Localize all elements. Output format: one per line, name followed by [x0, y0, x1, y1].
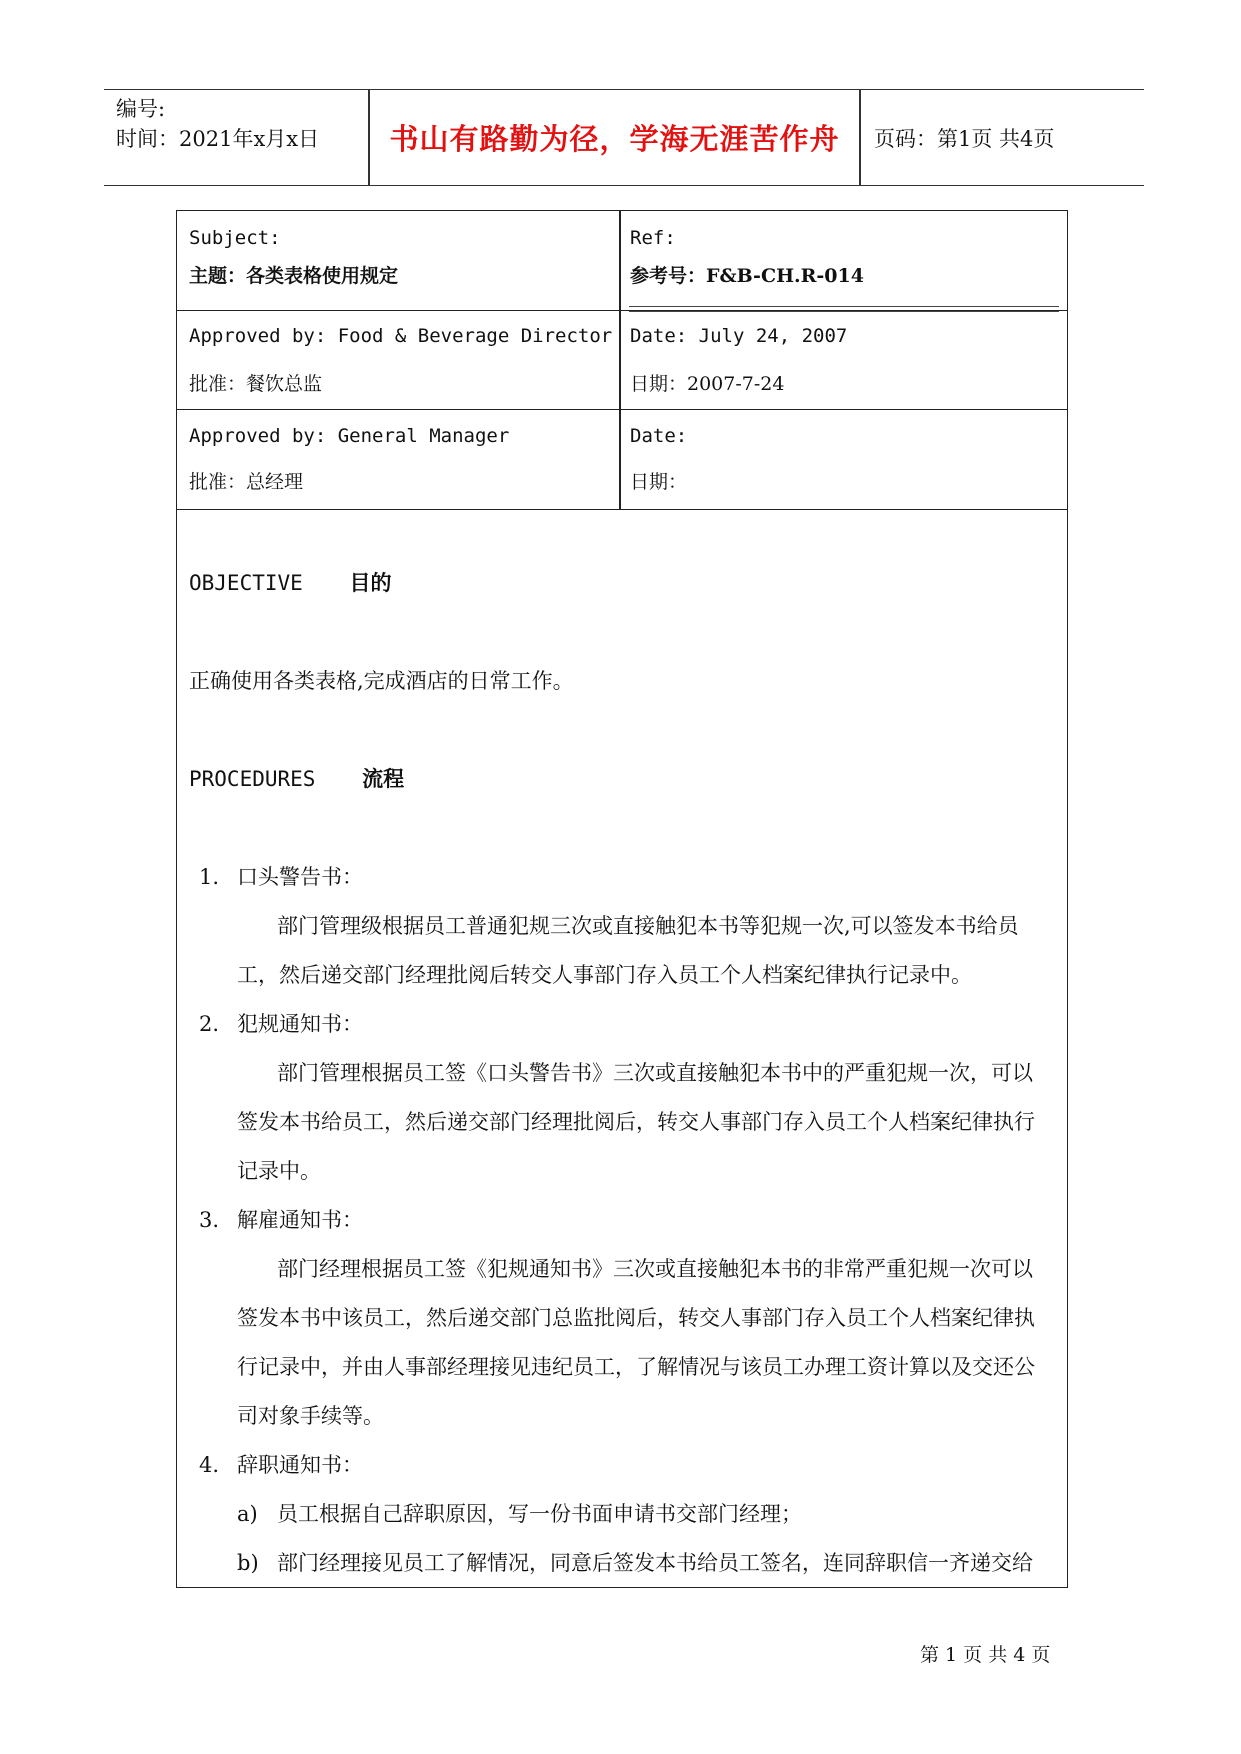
list-item-title: 犯规通知书： [237, 1012, 363, 1036]
date2-cn: 日期： [630, 471, 688, 493]
list-item-title: 辞职通知书： [237, 1453, 363, 1477]
subject-label-en: Subject: [189, 227, 281, 249]
objective-text: 正确使用各类表格,完成酒店的日常工作。 [189, 669, 574, 693]
ref-label-en: Ref: [630, 227, 676, 249]
objective-heading-cn: 目的 [349, 570, 392, 595]
subject-label-cn: 主题：各类表格使用规定 [189, 265, 399, 287]
list-item-text: 司对象手续等。 [237, 1404, 384, 1428]
header-number-label: 编号: [116, 97, 166, 121]
subject-row [177, 211, 1067, 311]
sub-list-item-text: 部门经理接见员工了解情况，同意后签发本书给员工签名，连同辞职信一齐递交给 [277, 1551, 1033, 1575]
approved-by-en: Approved by: Food & Beverage Director [189, 325, 613, 347]
list-item-number: 3. [199, 1208, 220, 1232]
list-item-text: 工，然后递交部门经理批阅后转交人事部门存入员工个人档案纪律执行记录中。 [237, 963, 972, 987]
date-en: Date: July 24, 2007 [630, 325, 848, 347]
sub-list-item-number: a) [237, 1502, 258, 1526]
list-item [199, 1206, 363, 1234]
list-item [199, 863, 363, 891]
page-header [104, 89, 1144, 186]
list-item-number: 4. [199, 1453, 220, 1477]
header-meta [116, 94, 319, 154]
header-page-info: 页码：第1页 共4页 [874, 126, 1055, 151]
ref-label-cn: 参考号：F&B-CH.R-014 [630, 265, 864, 287]
page-footer: 第 1 页 共 4 页 [920, 1644, 1051, 1666]
approved-by-cn: 批准：餐饮总监 [189, 373, 323, 395]
document-frame [176, 210, 1068, 1588]
list-item-text: 签发本书给员工，然后递交部门经理批阅后，转交人事部门存入员工个人档案纪律执行 [237, 1110, 1035, 1134]
procedures-heading-en: PROCEDURES [189, 767, 316, 791]
sub-list-item-text: 员工根据自己辞职原因，写一份书面申请书交部门经理； [277, 1502, 802, 1526]
objective-heading [189, 569, 391, 597]
procedures-heading [189, 765, 404, 793]
sub-list-item [237, 1500, 802, 1528]
list-item [199, 1010, 363, 1038]
approved-gm-en: Approved by: General Manager [189, 425, 510, 447]
sub-list-item [237, 1549, 1033, 1577]
header-motto: 书山有路勤为径，学海无涯苦作舟 [389, 122, 840, 156]
list-item-title: 解雇通知书： [237, 1208, 363, 1232]
sub-list-item-number: b) [237, 1551, 259, 1575]
list-item-title: 口头警告书： [237, 865, 363, 889]
header-time-label: 时间：2021年x月x日 [116, 127, 320, 151]
list-item-text: 部门管理根据员工签《口头警告书》三次或直接触犯本书中的严重犯规一次，可以 [277, 1061, 1033, 1085]
header-divider [859, 90, 861, 185]
list-item-text: 记录中。 [237, 1159, 321, 1183]
objective-heading-en: OBJECTIVE [189, 571, 303, 595]
list-item [199, 1451, 363, 1479]
table-column-divider [619, 211, 621, 510]
list-item-number: 1. [199, 865, 220, 889]
list-item-text: 行记录中，并由人事部经理接见违纪员工，了解情况与该员工办理工资计算以及交还公 [237, 1355, 1035, 1379]
procedures-heading-cn: 流程 [362, 766, 405, 791]
list-item-text: 部门管理级根据员工普通犯规三次或直接触犯本书等犯规一次,可以签发本书给员 [277, 914, 1019, 938]
date-cn: 日期：2007-7-24 [630, 373, 785, 395]
list-item-text: 签发本书中该员工，然后递交部门总监批阅后，转交人事部门存入员工个人档案纪律执 [237, 1306, 1035, 1330]
approved-gm-cn: 批准：总经理 [189, 471, 304, 493]
list-item-text: 部门经理根据员工签《犯规通知书》三次或直接触犯本书的非常严重犯规一次可以 [277, 1257, 1033, 1281]
date2-en: Date: [630, 425, 688, 447]
list-item-number: 2. [199, 1012, 220, 1036]
